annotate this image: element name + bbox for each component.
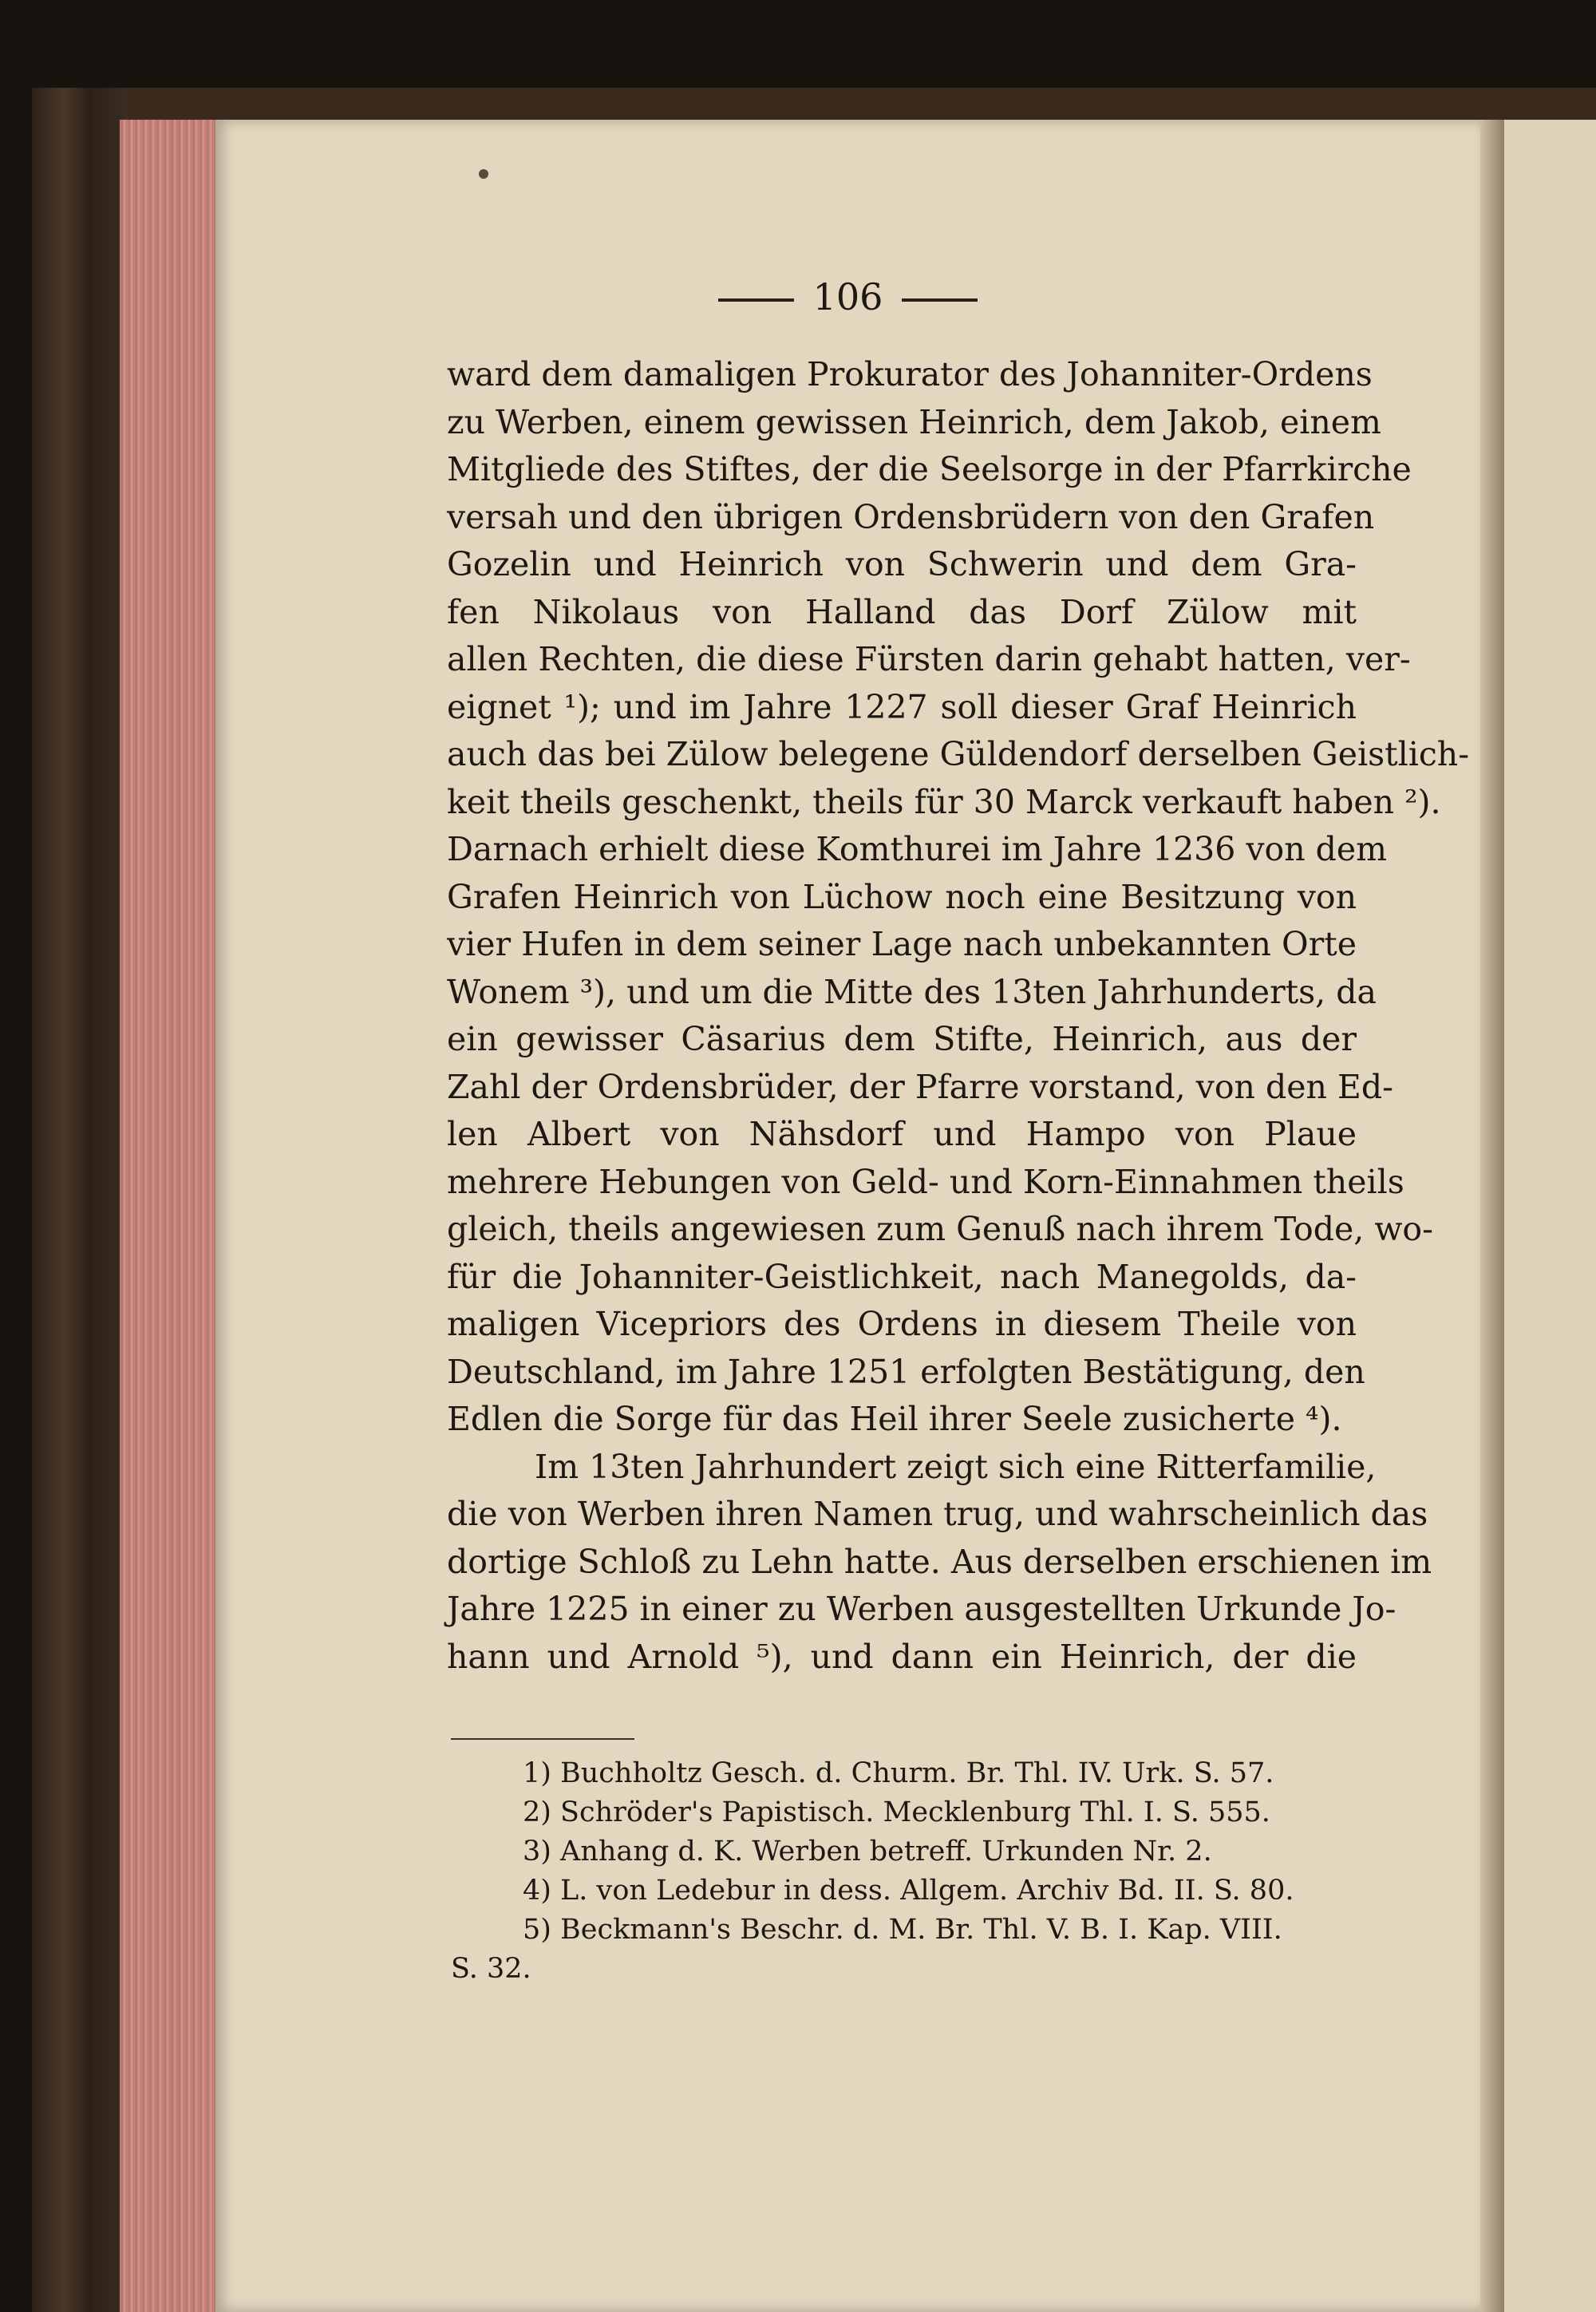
footnote-continuation: S. 32. [451,1953,531,1985]
body-line: Wonem ³), und um die Mitte des 13ten Jahrhunderts, da [447,972,1377,1011]
body-line: Deutschland, im Jahre 1251 erfolgten Bestätigung, den [447,1352,1365,1391]
body-line: versah und den übrigen Ordensbrüdern von den Grafen [447,497,1375,536]
footnotes [451,1754,1365,1989]
footnote: 2) Schröder's Papistisch. Mecklenburg Thl. I. S. 555. [523,1796,1270,1828]
body-line: Grafen Heinrich von Lüchow noch eine Besitzung von [447,877,1357,916]
body-line: hann und Arnold ⁵), und dann ein Heinrich, der die [447,1637,1357,1676]
body-line: Zahl der Ordensbrüder, der Pfarre vorstand, von den Ed- [447,1067,1393,1106]
body-line: allen Rechten, die diese Fürsten darin gehabt hatten, ver- [447,640,1411,678]
body-line: die von Werben ihren Namen trug, und wahrscheinlich das [447,1495,1428,1533]
body-line: Edlen die Sorge für das Heil ihrer Seele zusicherte ⁴). [447,1400,1342,1438]
body-line: dortige Schloß zu Lehn hatte. Aus derselben erschienen im [447,1542,1432,1581]
book-spine-board [32,88,128,2312]
footnote-rule [451,1738,634,1740]
body-line: Gozelin und Heinrich von Schwerin und dem Gra- [447,545,1357,583]
body-line: Darnach erhielt diese Komthurei im Jahre 1236 von dem [447,830,1388,868]
body-line: ein gewisser Cäsarius dem Stifte, Heinrich, aus der [447,1020,1357,1058]
body-line: gleich, theils angewiesen zum Genuß nach ihrem Tode, wo- [447,1210,1433,1248]
body-text [447,351,1470,1681]
body-line: len Albert von Nähsdorf und Hampo von Plaue [447,1115,1357,1153]
body-line: zu Werben, einem gewissen Heinrich, dem Jakob, einem [447,402,1381,441]
body-line: vier Hufen in dem seiner Lage nach unbekannten Orte [447,925,1357,963]
footnote: 3) Anhang d. K. Werben betreff. Urkunden Nr. 2. [523,1836,1212,1867]
page-block-edge [120,120,223,2312]
body-line: fen Nikolaus von Halland das Dorf Zülow mit [447,592,1357,631]
page-header [215,275,1480,318]
footnote: 5) Beckmann's Beschr. d. M. Br. Thl. V. B. I. Kap. VIII. [523,1914,1282,1946]
body-line: eignet ¹); und im Jahre 1227 soll dieser Graf Heinrich [447,687,1357,726]
body-line: für die Johanniter-Geistlichkeit, nach Manegolds, da- [447,1257,1357,1296]
header-dash-right [902,298,978,302]
footnote: 4) L. von Ledebur in dess. Allgem. Archiv Bd. II. S. 80. [523,1875,1294,1907]
page-number: 106 [812,275,883,318]
header-dash-left [718,298,794,302]
body-line: maligen Vicepriors des Ordens in diesem Theile von [447,1305,1357,1343]
page-speck [479,169,488,179]
body-line-paragraph-start: Im 13ten Jahrhundert zeigt sich eine Ritterfamilie, [535,1447,1377,1486]
body-line: auch das bei Zülow belegene Güldendorf derselben Geistlich- [447,735,1470,773]
body-line: Mitgliede des Stiftes, der die Seelsorge in der Pfarrkirche [447,450,1412,488]
page-gutter [1480,120,1504,2312]
body-line: Jahre 1225 in einer zu Werben ausgestellten Urkunde Jo- [447,1590,1396,1628]
body-line: keit theils geschenkt, theils für 30 Marck verkauft haben ²). [447,782,1441,821]
facing-page [1504,120,1596,2312]
footnote: 1) Buchholtz Gesch. d. Churm. Br. Thl. IV. Urk. S. 57. [523,1757,1274,1789]
body-line: ward dem damaligen Prokurator des Johanniter-Ordens [447,355,1373,393]
body-line: mehrere Hebungen von Geld- und Korn-Einnahmen theils [447,1162,1404,1201]
